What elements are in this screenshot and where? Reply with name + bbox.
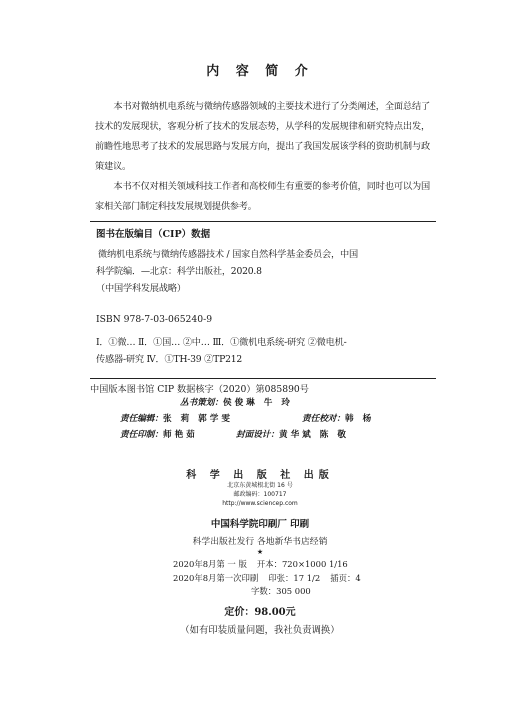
- summary-line: 全面总结了技术的发展现状，客观分析了技术的发展态势，从学科的发展: [95, 101, 431, 132]
- isbn: ISBN 978-7-03-065240-9: [96, 314, 213, 325]
- print-sheets: 印张：17 1/2: [268, 572, 321, 583]
- quality-notice: （如有印装质量问题，我社负责调换）: [180, 625, 340, 636]
- word-count: 字数：305 000: [251, 586, 311, 596]
- credit-names: 师艳茹: [162, 430, 198, 440]
- credit-label: 责任编辑：: [120, 414, 163, 424]
- summary-paragraph-2: [95, 177, 430, 217]
- summary-line: 本书对微纳机电系统与微纳传感器领域的主要技术进行了分类阐述，: [113, 101, 385, 112]
- credit-names: 张 莉 郭学雯: [162, 414, 233, 424]
- printing-date: 2020年8月第一次印刷: [173, 572, 259, 583]
- cip-heading: 图书在版编目（CIP）数据: [96, 229, 211, 240]
- cip-line: 微纳机电系统与微纳传感器技术 / 国家自然科学基金委员会，中国: [98, 249, 358, 260]
- cip-line: （中国学科发展战略）: [96, 283, 186, 294]
- content-summary: [95, 97, 430, 217]
- cip-line: 传感器-研究 Ⅳ．①TH-39 ②TP212: [96, 354, 243, 365]
- summary-line: 本书不仅对相关领域科技工作者和高校师生有重要的参考价值，同时: [113, 181, 385, 192]
- cip-classification: [96, 334, 426, 368]
- edition-date: 2020年8月第 一 版: [173, 559, 247, 569]
- price: 定价：98.00元: [224, 607, 296, 618]
- publisher-website: http://www.sciencep.com: [222, 500, 298, 507]
- summary-line: 也可以为国家相关部门制定科技发展规划提供参考。: [95, 181, 431, 212]
- credit-names: 韩 杨: [344, 414, 375, 424]
- specs-row: [173, 572, 361, 586]
- credit-names: 侯俊琳 牛 玲: [222, 398, 293, 408]
- credit-label: 责任印制：: [120, 430, 163, 440]
- star-icon: ★: [256, 548, 264, 556]
- cip-line: Ⅰ．①微… Ⅱ．①国… ②中… Ⅲ．①微机电系统-研究 ②微电机-: [96, 337, 347, 348]
- edition-specs: [173, 558, 361, 599]
- credit-names: 黄华斌 陈 敬: [278, 430, 349, 440]
- credit-proofreader: [302, 412, 374, 424]
- credit-printing: [120, 428, 198, 440]
- specs-row: [173, 585, 361, 599]
- credit-cover-design: [236, 428, 349, 440]
- specs-row: [173, 558, 361, 572]
- publisher-name: 科 学 出 版 社 出版: [186, 470, 334, 481]
- credit-editor: [120, 412, 233, 424]
- summary-paragraph-1: [95, 97, 430, 177]
- summary-line: 规律和研究特点出发，前瞻性地思考了技术的发展思路与发展方向，提出: [95, 121, 431, 152]
- plate-pages: 插页：4: [330, 572, 361, 583]
- summary-line: 了我国发展该学科的资助机制与政策建议。: [95, 141, 431, 172]
- publisher-address: 北京东黄城根北街 16 号: [227, 482, 293, 489]
- cip-library-number: 中国版本图书馆 CIP 数据核字（2020）第085890号: [90, 384, 309, 395]
- page-title: 内 容 简 介: [206, 64, 314, 79]
- cip-bibliographic-entry: [96, 246, 426, 297]
- credit-label: 封面设计：: [236, 430, 279, 440]
- credit-label: 丛书策划：: [180, 398, 223, 408]
- cip-line: 科学院编．—北京：科学出版社，2020.8: [96, 266, 262, 277]
- cip-data-block: [90, 221, 436, 379]
- book-format: 开本：720×1000 1/16: [256, 559, 348, 569]
- credit-label: 责任校对：: [302, 414, 345, 424]
- credit-planning: [180, 396, 293, 408]
- printer-name: 中国科学院印刷厂 印刷: [210, 519, 310, 530]
- distribution-info: 科学出版社发行 各地新华书店经销: [192, 537, 328, 547]
- publisher-postcode: 邮政编码：100717: [233, 491, 287, 498]
